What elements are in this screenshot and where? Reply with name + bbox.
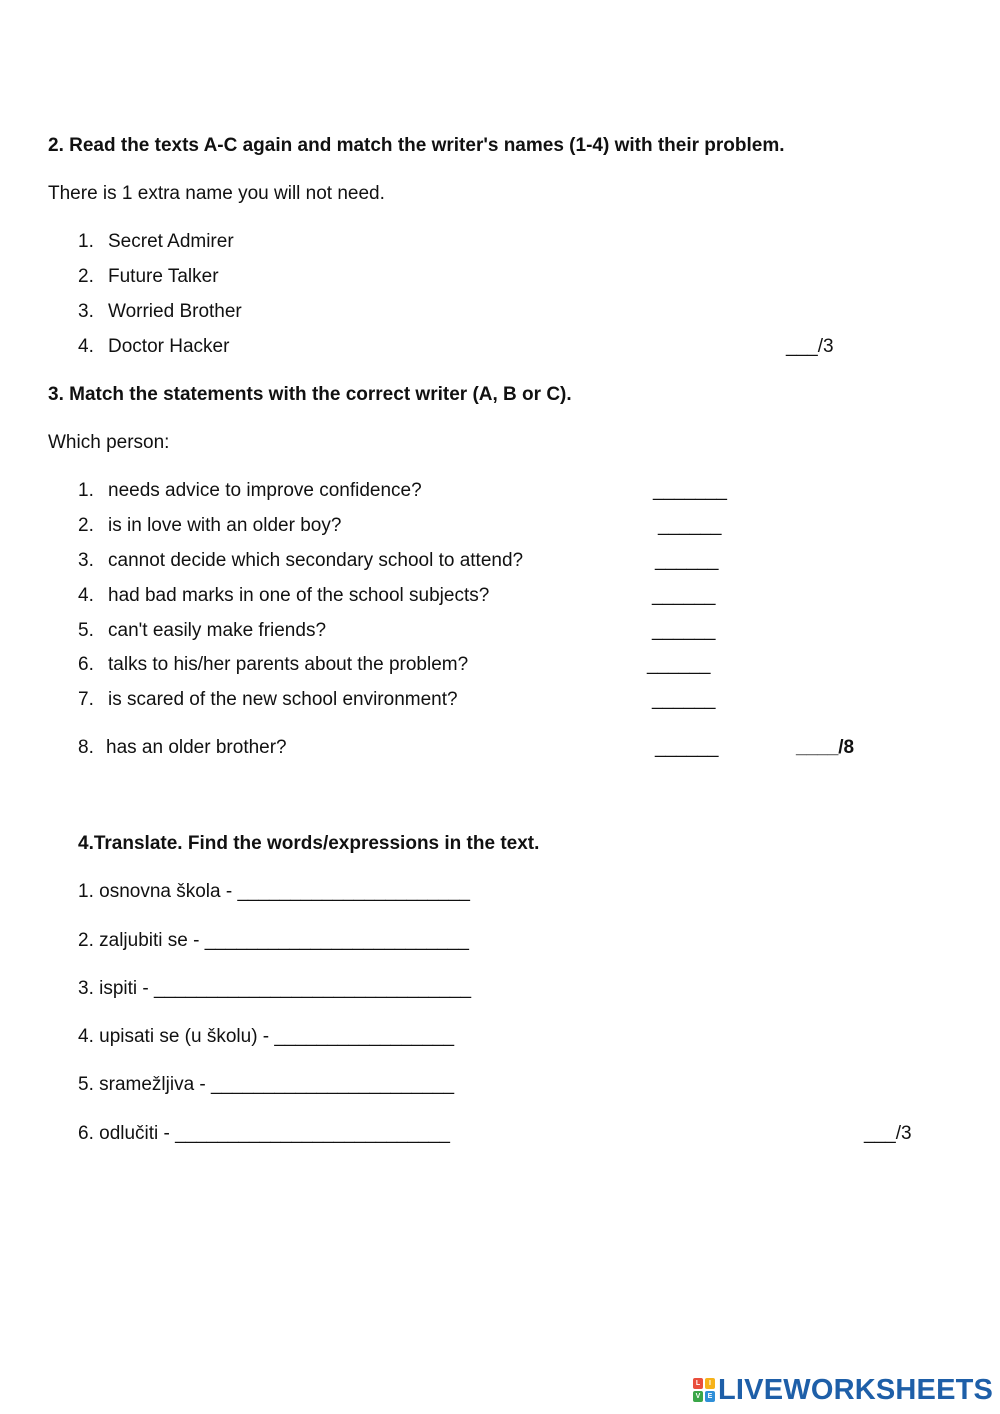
list-item: 2. Future Talker — [78, 266, 219, 287]
translate-item[interactable]: 5. sramežljiva - _______________________ — [78, 1074, 455, 1095]
logo-text: LIVEWORKSHEETS — [718, 1373, 994, 1406]
list-item: 1. Secret Admirer — [78, 231, 234, 252]
answer-blank[interactable]: ______ — [652, 620, 716, 641]
answer-blank[interactable]: ______ — [658, 515, 722, 536]
list-item: 7. is scared of the new school environment? — [78, 689, 458, 710]
list-item: 2. is in love with an older boy? — [78, 515, 342, 536]
liveworksheets-logo — [693, 1375, 993, 1405]
answer-blank[interactable]: ______ — [655, 550, 719, 571]
answer-blank[interactable]: ______ — [652, 585, 716, 606]
section2-score[interactable]: ___/3 — [786, 336, 834, 357]
answer-blank[interactable]: _______ — [653, 480, 727, 501]
section3-instruction: Which person: — [48, 432, 170, 453]
translate-item[interactable]: 4. upisati se (u školu) - _________________ — [78, 1026, 455, 1047]
section2-title: 2. Read the texts A-C again and match the writer's names (1-4) with their problem. — [48, 135, 785, 156]
list-item: 4. Doctor Hacker — [78, 336, 230, 357]
translate-item[interactable]: 3. ispiti - ______________________________ — [78, 978, 472, 999]
section4-score[interactable]: ___/3 — [864, 1123, 912, 1144]
section3-score[interactable]: ____/8 — [796, 737, 855, 758]
section4-title: 4.Translate. Find the words/expressions in the text. — [78, 833, 540, 854]
list-item: 3. cannot decide which secondary school to attend? — [78, 550, 524, 571]
translate-item[interactable]: 2. zaljubiti se - _________________________ — [78, 930, 469, 951]
list-item: 6. talks to his/her parents about the problem? — [78, 654, 469, 675]
logo-mark-icon: L I V E — [693, 1378, 715, 1402]
list-item: 3. Worried Brother — [78, 301, 242, 322]
list-item: 1. needs advice to improve confidence? — [78, 480, 422, 501]
translate-item[interactable]: 1. osnovna škola - ______________________ — [78, 881, 470, 902]
section3-title: 3. Match the statements with the correct writer (A, B or C). — [48, 384, 572, 405]
answer-blank[interactable]: ______ — [652, 689, 716, 710]
list-item: 8. has an older brother? — [78, 737, 287, 758]
section2-instruction: There is 1 extra name you will not need. — [48, 183, 385, 204]
translate-item[interactable]: 6. odlučiti - __________________________ — [78, 1123, 450, 1144]
list-item: 5. can't easily make friends? — [78, 620, 327, 641]
list-item: 4. had bad marks in one of the school subjects? — [78, 585, 490, 606]
answer-blank[interactable]: ______ — [647, 654, 711, 675]
answer-blank[interactable]: ______ — [655, 737, 719, 758]
